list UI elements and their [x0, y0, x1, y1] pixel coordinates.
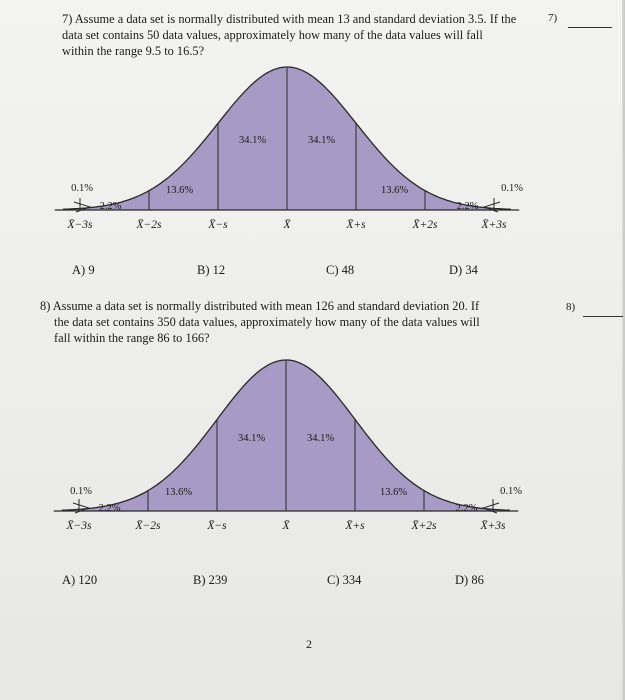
percent-mid-left: 13.6% [164, 487, 193, 498]
axis-label-5: X̄+2s [412, 219, 438, 231]
axis-label-6: X̄+3s [480, 520, 506, 532]
axis-label-1: X̄−2s [135, 520, 161, 532]
percent-tail-right: 2.2% [456, 201, 479, 212]
normal-curve-1 [0, 65, 625, 245]
question-8-line-3: fall within the range 86 to 166? [54, 331, 210, 345]
question-8-choice-d[interactable]: D) 86 [455, 573, 484, 587]
axis-label-2: X̄−s [208, 219, 228, 231]
percent-center-right: 34.1% [307, 135, 336, 146]
question-7-choice-b[interactable]: B) 12 [197, 263, 226, 277]
question-8-line-1: 8) Assume a data set is normally distributed with mean 126 and standard deviation 20. If [40, 299, 480, 313]
question-7-line-1: 7) Assume a data set is normally distributed with mean 13 and standard deviation 3.5. If the [62, 12, 517, 26]
axis-label-2: X̄−s [207, 520, 227, 532]
page-number: 2 [306, 637, 312, 651]
percent-mid-right: 13.6% [380, 185, 409, 196]
axis-label-5: X̄+2s [411, 520, 437, 532]
axis-label-1: X̄−2s [136, 219, 162, 231]
axis-label-6: X̄+3s [481, 219, 507, 231]
axis-label-3: X̄ [283, 219, 291, 231]
percent-outer-left: 0.1% [71, 183, 93, 194]
percent-outer-left: 0.1% [70, 486, 92, 497]
axis-label-3: X̄ [282, 520, 290, 532]
question-8-line-2: the data set contains 350 data values, approximately how many of the data values will [54, 315, 480, 329]
axis-label-0: X̄−3s [66, 520, 92, 532]
question-7-choice-a[interactable]: A) 9 [72, 263, 95, 277]
question-8-choice-b[interactable]: B) 239 [193, 573, 228, 587]
question-7-line-2: data set contains 50 data values, approximately how many of the data values will fall [62, 28, 483, 42]
question-7-choice-d[interactable]: D) 34 [449, 263, 478, 277]
percent-center-right: 34.1% [306, 433, 335, 444]
percent-center-left: 34.1% [238, 135, 267, 146]
percent-outer-right: 0.1% [501, 183, 523, 194]
question-8-choice-a[interactable]: A) 120 [62, 573, 98, 587]
question-7-choice-c[interactable]: C) 48 [326, 263, 355, 277]
question-8-answer-label: 8) [566, 301, 576, 313]
axis-label-0: X̄−3s [67, 219, 93, 231]
question-7-answer-label: 7) [548, 12, 558, 24]
question-8-choice-c[interactable]: C) 334 [327, 573, 362, 587]
percent-tail-right: 2.2% [455, 503, 478, 514]
percent-tail-left: 2.2% [98, 503, 121, 514]
axis-label-4: X̄+s [345, 520, 365, 532]
percent-mid-left: 13.6% [165, 185, 194, 196]
question-7-answer-blank[interactable] [568, 27, 612, 28]
question-8-answer-blank[interactable] [583, 316, 623, 317]
axis-label-4: X̄+s [346, 219, 366, 231]
percent-tail-left: 2.2% [99, 201, 122, 212]
percent-center-left: 34.1% [237, 433, 266, 444]
question-7-line-3: within the range 9.5 to 16.5? [62, 44, 205, 58]
percent-outer-right: 0.1% [500, 486, 522, 497]
normal-curve-2 [0, 356, 625, 541]
percent-mid-right: 13.6% [379, 487, 408, 498]
